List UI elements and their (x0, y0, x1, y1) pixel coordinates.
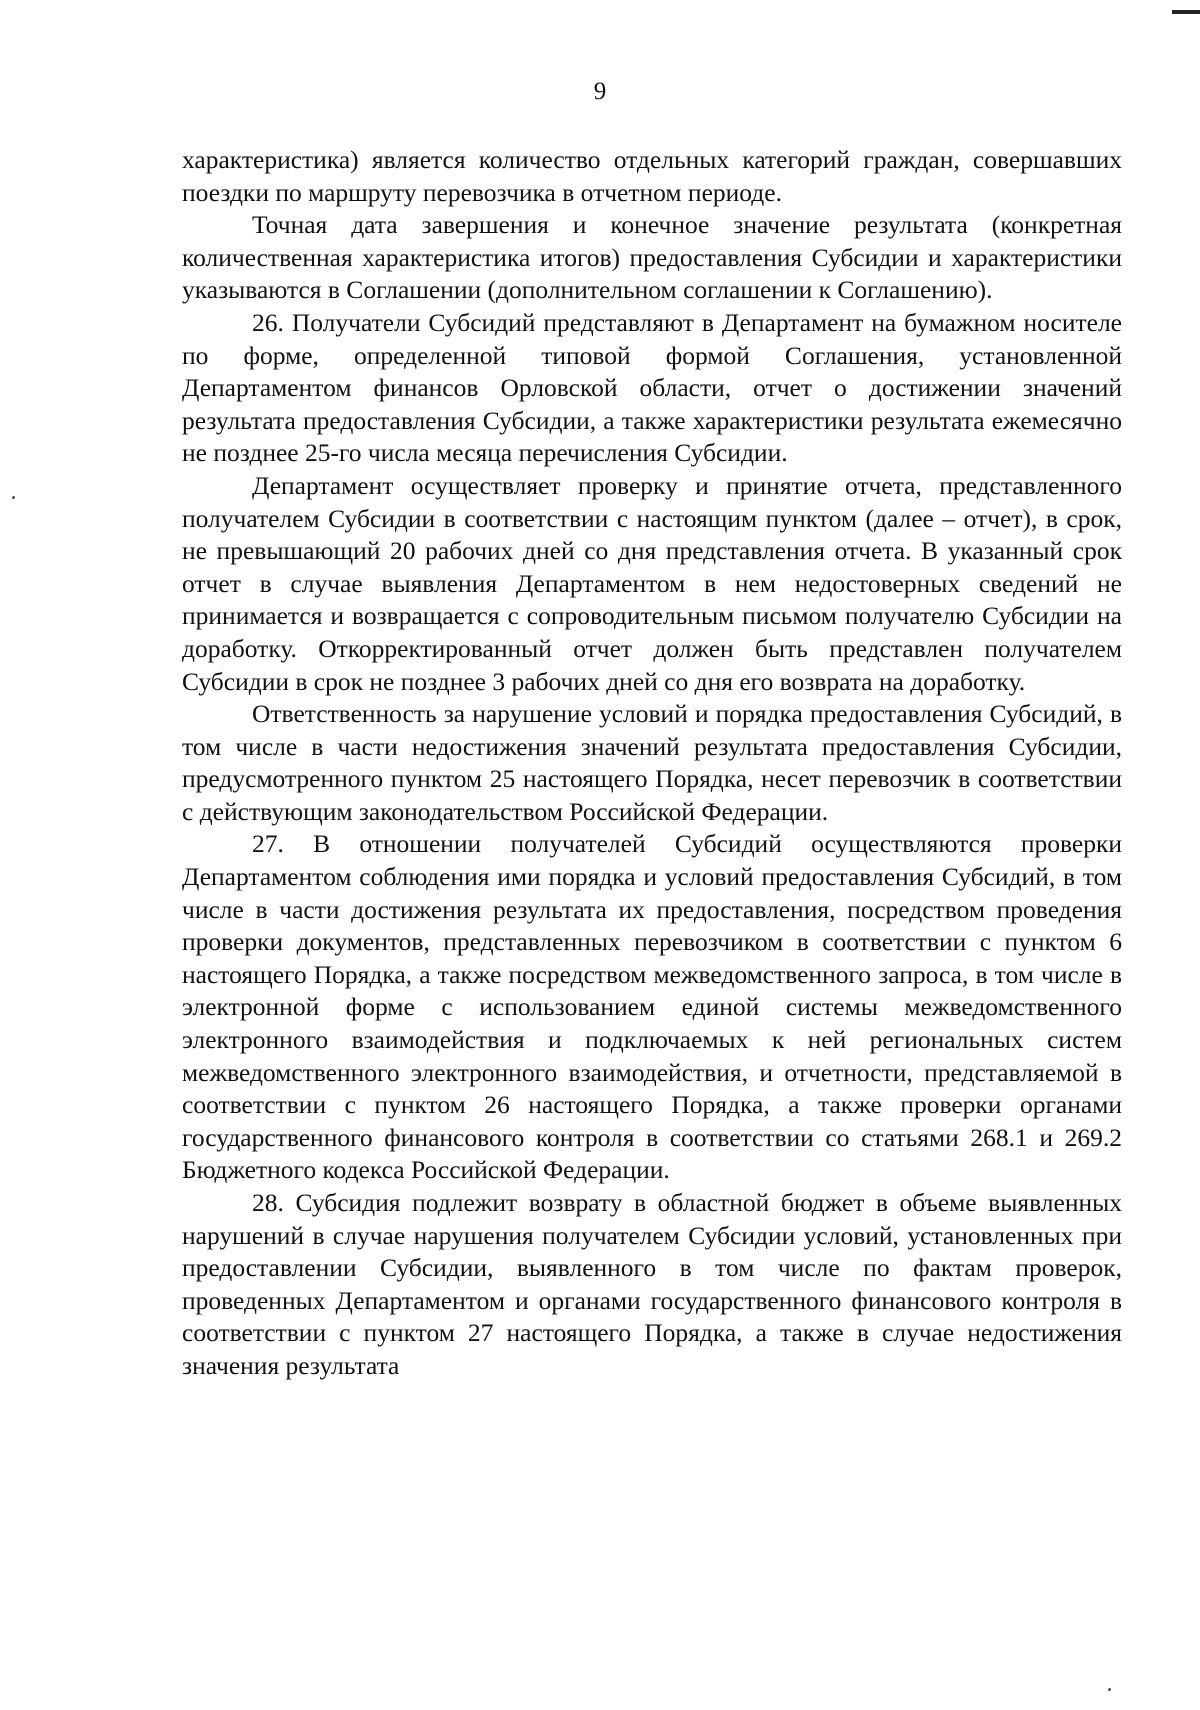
scan-speck (12, 496, 15, 499)
paragraph-result-date: Точная дата завершения и конечное значение результата (конкретная количественная характеристика итогов) предоставления Субсидии и характеристики указываются в Соглашении (дополнительном соглашении к Соглашению). (182, 210, 1122, 305)
scan-edge-mark (1172, 10, 1200, 14)
paragraph-responsibility: Ответственность за нарушение условий и порядка предоставления Субсидий, в том числе в части недостижения значений результата предоставления Субсидии, предусмотренного пунктом 25 настоящего Порядка, несет перевозчик в соответствии с действующим законодательством Российской Федерации. (182, 699, 1122, 826)
document-body (182, 144, 1122, 1383)
page-number: 9 (593, 78, 607, 105)
paragraph-clause-27: 27. В отношении получателей Субсидий осуществляются проверки Департаментом соблюдения ими порядка и условий предоставления Субсидий, в том числе в части достижения результата их предоставления, посредством проведения проверки документов, представленных перевозчиком в соответствии с пунктом 6 настоящего Порядка, а также посредством межведомственного запроса, в том числе в электронной форме с использованием единой системы межведомственного электронного взаимодействия и подключаемых к ней региональных систем межведомственного электронного взаимодействия, и отчетности, представляемой в соответствии с пунктом 26 настоящего Порядка, а также проверки органами государственного финансового контроля в соответствии со статьями 268.1 и 269.2 Бюджетного кодекса Российской Федерации. (182, 829, 1122, 1185)
paragraph-clause-26: 26. Получатели Субсидий представляют в Департамент на бумажном носителе по форме, определенной типовой формой Соглашения, установленной Департаментом финансов Орловской области, отчет о достижении значений результата предоставления Субсидии, а также характеристики результата ежемесячно не позднее 25-го числа месяца перечисления Субсидии. (182, 307, 1122, 468)
paragraph-continuation: характеристика) является количество отдельных категорий граждан, совершавших поездки по маршруту перевозчика в отчетном периоде. (182, 145, 1122, 207)
paragraph-report-review: Департамент осуществляет проверку и принятие отчета, представленного получателем Субсидии в соответствии с настоящим пунктом (далее – отчет), в срок, не превышающий 20 рабочих дней со дня представления отчета. В указанный срок отчет в случае выявления Департаментом в нем недостоверных сведений не принимается и возвращается с сопроводительным письмом получателю Субсидии на доработку. Откорректированный отчет должен быть представлен получателем Субсидии в срок не позднее 3 рабочих дней со дня его возврата на доработку. (182, 470, 1122, 696)
scan-speck (1108, 1688, 1111, 1691)
paragraph-clause-28: 28. Субсидия подлежит возврату в областной бюджет в объеме выявленных нарушений в случае нарушения получателем Субсидии условий, установленных при предоставлении Субсидии, выявленного в том числе по фактам проверок, проведенных Департаментом и органами государственного финансового контроля в соответствии с пунктом 27 настоящего Порядка, а также в случае недостижения значения результата (182, 1188, 1122, 1380)
